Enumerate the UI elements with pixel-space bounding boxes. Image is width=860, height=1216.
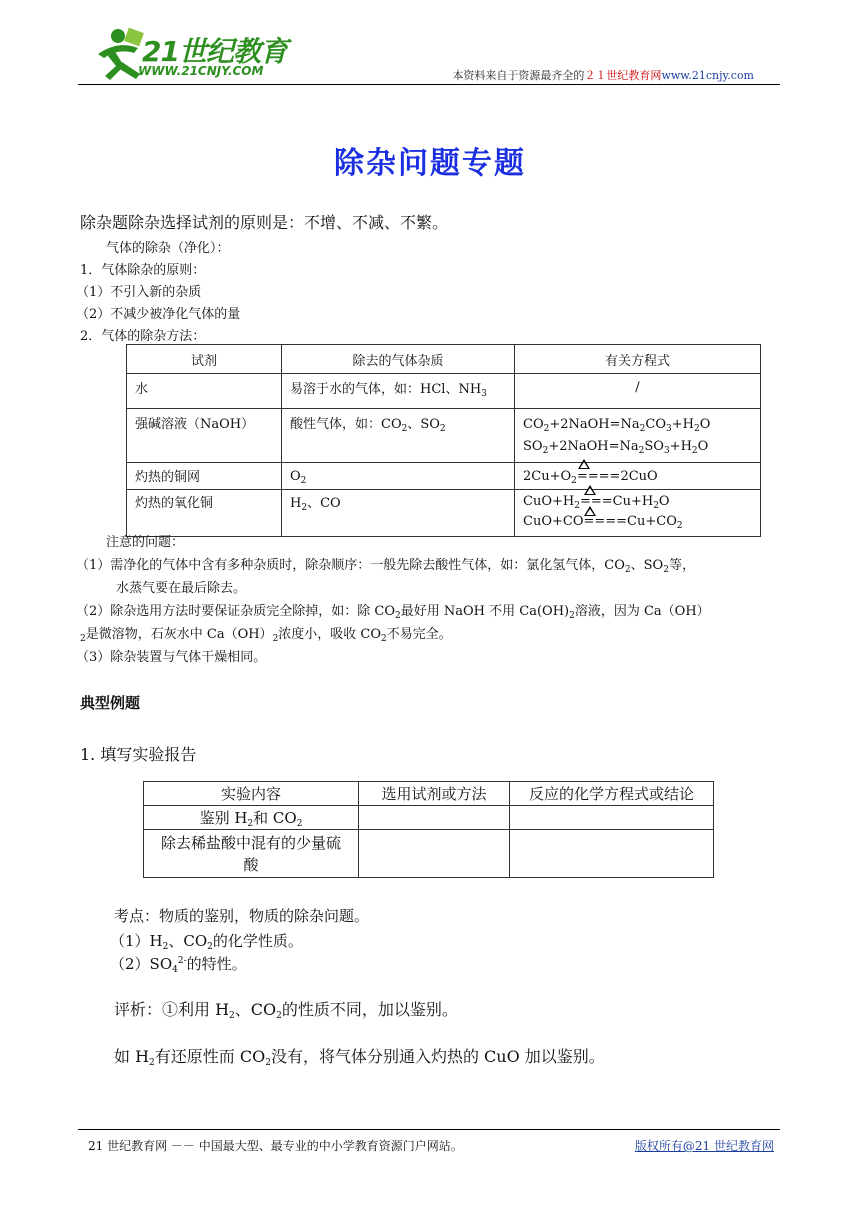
table-row bbox=[127, 490, 761, 537]
question-1-heading: 1. 填写实验报告 bbox=[80, 745, 197, 764]
conclusion-input-cell[interactable] bbox=[510, 806, 714, 830]
impurity-cell: 酸性气体，如：$CO_2$、$SO_2$ bbox=[282, 409, 515, 463]
footer-copyright-link[interactable]: 版权所有@21 世纪教育网 bbox=[634, 1139, 774, 1153]
heat-triangle-icon bbox=[584, 506, 596, 516]
table-header-cell: 有关方程式 bbox=[515, 345, 761, 374]
intro-text: 除杂题除杂选择试剂的原则是：不增、不减、不繁。 bbox=[80, 213, 449, 232]
header-source-prefix: 本资料来自于资源最齐全的 bbox=[452, 69, 585, 82]
principle-1: （1）不引入新的杂质 bbox=[76, 285, 202, 300]
reagent-cell: 灼热的铜网 bbox=[127, 463, 282, 490]
equation-cell: $CuO+H_2===Cu+H_2O$ $CuO+CO====Cu+CO_2$ bbox=[515, 490, 761, 537]
analysis-detail: 如 $H_2$有还原性而 $CO_2$没有，将气体分别通入灼热的 CuO 加以鉴别。 bbox=[114, 1047, 605, 1068]
note-1: （1）需净化的气体中含有多种杂质时，除杂顺序：一般先除去酸性气体，如：氯化氢气体，$CO_2$、$SO_2$等， bbox=[76, 558, 695, 575]
analysis-text: 评析：①利用 $H_2$、$CO_2$的性质不同，加以鉴别。 bbox=[114, 1000, 458, 1021]
header-source-url[interactable]: www.21cnjy.com bbox=[661, 69, 754, 82]
table-header-row bbox=[144, 782, 714, 806]
kaodian-text: 考点：物质的鉴别，物质的除杂问题。 bbox=[114, 907, 370, 925]
table-header-row bbox=[127, 345, 761, 374]
experiment-text: 除去稀盐酸中混有的少量硫 bbox=[160, 833, 341, 852]
table-row bbox=[127, 463, 761, 490]
kaodian-item-1: $(1)H_2$、$CO_2$的化学性质。 bbox=[110, 932, 303, 952]
principle-heading: 1．气体除杂的原则： bbox=[80, 263, 206, 278]
gas-heading: 气体的除杂（净化）： bbox=[106, 241, 230, 256]
reagent-cell: 灼热的氧化铜 bbox=[127, 490, 282, 537]
reagent-input-cell[interactable] bbox=[359, 830, 510, 878]
reagent-cell: 强碱溶液（NaOH） bbox=[127, 409, 282, 463]
heat-triangle-icon bbox=[584, 485, 596, 495]
note-1-cont: 水蒸气要在最后除去。 bbox=[116, 581, 247, 596]
logo-wordmark: 21世纪教育 bbox=[142, 35, 287, 68]
table-row bbox=[144, 806, 714, 830]
equation-cell: $CO_2+2NaOH=Na_2CO_3+H_2O$ $SO_2+2NaOH=Na_2SO_3+H_2O$ bbox=[515, 409, 761, 463]
logo-url: WWW.21CNJY.COM bbox=[138, 64, 264, 78]
experiment-cell: 鉴别 $H_2$和 $CO_2$ bbox=[144, 806, 359, 830]
header-source bbox=[452, 67, 754, 83]
table-row bbox=[127, 374, 761, 409]
table-header-cell: 试剂 bbox=[127, 345, 282, 374]
table-header-cell: 选用试剂或方法 bbox=[359, 782, 510, 806]
reagent-input-cell[interactable] bbox=[359, 806, 510, 830]
site-logo bbox=[88, 26, 288, 84]
header-divider bbox=[78, 84, 780, 85]
heat-triangle-icon bbox=[578, 459, 590, 469]
conclusion-input-cell[interactable] bbox=[510, 830, 714, 878]
impurity-cell: $H_2$、CO bbox=[282, 490, 515, 537]
note-3: （3）除杂装置与气体干燥相同。 bbox=[76, 650, 267, 665]
experiment-text: 酸 bbox=[243, 855, 259, 874]
experiment-report-table bbox=[143, 781, 714, 878]
method-heading: 2．气体的除杂方法： bbox=[80, 329, 206, 344]
page-title: 除杂问题专题 bbox=[334, 146, 526, 181]
table-header-cell: 除去的气体杂质 bbox=[282, 345, 515, 374]
table-header-cell: 实验内容 bbox=[144, 782, 359, 806]
equation-cell: $2Cu+O_2====2CuO$ bbox=[515, 463, 761, 490]
header-source-site[interactable]: ２１世纪教育网 bbox=[584, 69, 662, 82]
note-2-cont: $_2$是微溶物，石灰水中 $Ca(OH)_2$浓度小，吸收 $CO_2$不易完全。 bbox=[80, 627, 452, 644]
gas-removal-table bbox=[126, 344, 761, 537]
footer-left-text: 21 世纪教育网 －－ 中国最大型、最专业的中小学教育资源门户网站。 bbox=[88, 1139, 463, 1153]
impurity-cell: 易溶于水的气体，如：HCl、$NH_3$ bbox=[282, 374, 515, 409]
table-header-cell: 反应的化学方程式或结论 bbox=[510, 782, 714, 806]
table-row bbox=[144, 830, 714, 878]
kaodian-item-2: $(2)SO_4^{2-}$的特性。 bbox=[110, 955, 247, 975]
table-row bbox=[127, 409, 761, 463]
experiment-cell bbox=[144, 830, 359, 878]
equation-cell: / bbox=[515, 374, 761, 409]
note-2: （2）除杂选用方法时要保证杂质完全除掉，如：除 $CO_2$最好用 NaOH 不用 $Ca(OH)_2$溶液，因为 Ca（OH） bbox=[76, 604, 710, 621]
examples-heading: 典型例题 bbox=[80, 694, 141, 712]
reagent-cell: 水 bbox=[127, 374, 282, 409]
footer-divider bbox=[78, 1129, 780, 1130]
principle-2: （2）不减少被净化气体的量 bbox=[76, 307, 241, 322]
notes-heading: 注意的问题： bbox=[106, 535, 185, 550]
impurity-cell: $O_2$ bbox=[282, 463, 515, 490]
